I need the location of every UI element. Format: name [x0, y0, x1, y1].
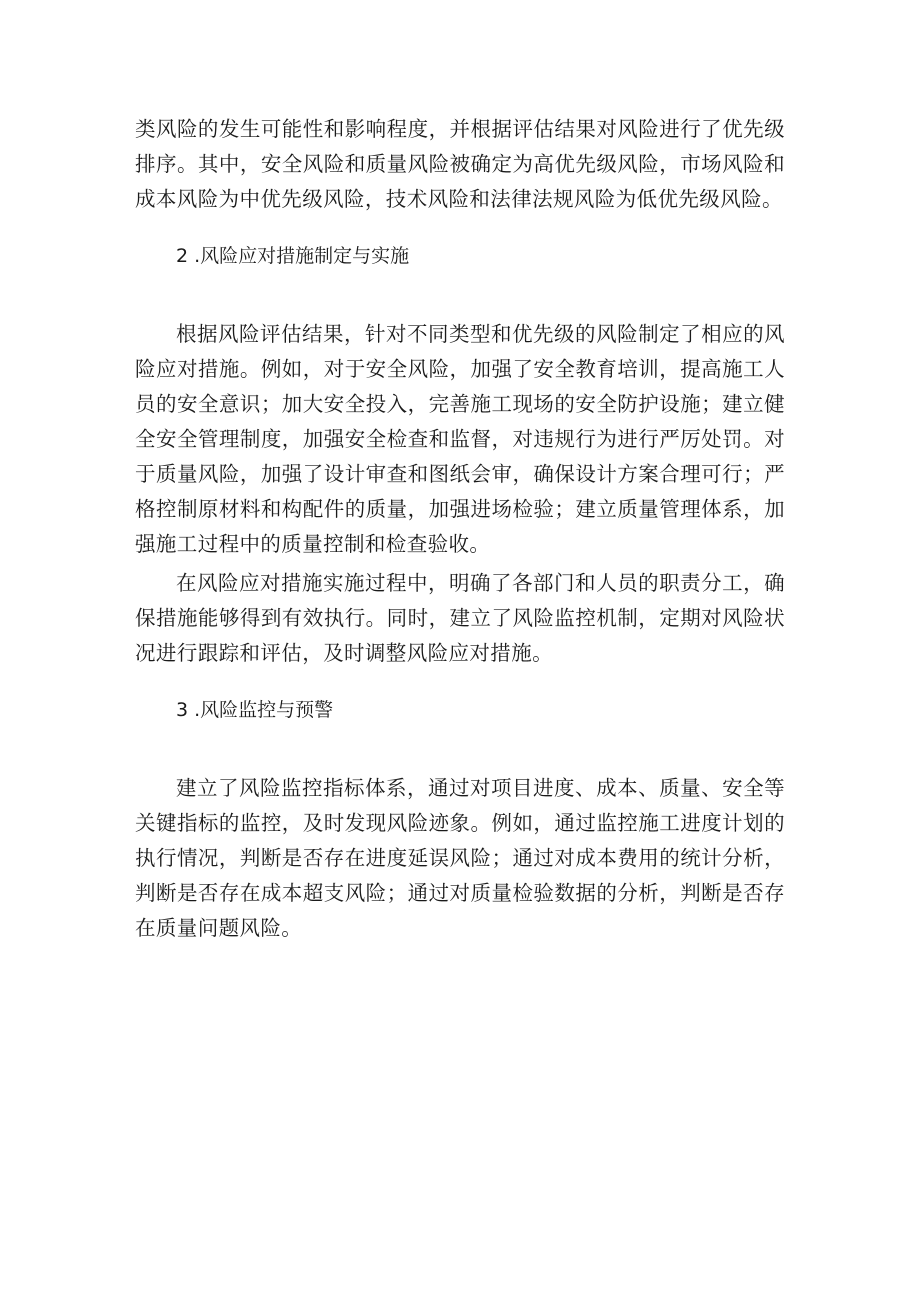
body-paragraph-risk-response: 根据风险评估结果，针对不同类型和优先级的风险制定了相应的风险应对措施。例如，对于安全风险，加强了安全教育培训，提高施工人员的安全意识；加大安全投入，完善施工现场的安全防护设施；建立健全安全管理制度，加强安全检查和监督，对违规行为进行严厉处罚。对于质量风险，加强了设计审查和图纸会审，确保设计方案合理可行；严格控制原材料和构配件的质量，加强进场检验；建立质量管理体系，加强施工过程中的质量控制和检查验收。: [135, 322, 785, 556]
section-heading-2: 2 .风险应对措施制定与实施: [176, 245, 410, 267]
section-heading-3: 3 .风险监控与预警: [176, 699, 334, 721]
body-paragraph-implementation: 在风险应对措施实施过程中，明确了各部门和人员的职责分工，确保措施能够得到有效执行。同时，建立了风险监控机制，定期对风险状况进行跟踪和评估，及时调整风险应对措施。: [135, 571, 785, 665]
body-paragraph-monitoring: 建立了风险监控指标体系，通过对项目进度、成本、质量、安全等关键指标的监控，及时发现风险迹象。例如，通过监控施工进度计划的执行情况，判断是否存在进度延误风险；通过对成本费用的统计分析，判断是否存在成本超支风险；通过对质量检验数据的分析，判断是否存在质量问题风险。: [135, 776, 785, 940]
document-page: [135, 112, 785, 946]
body-paragraph-continuation: 类风险的发生可能性和影响程度，并根据评估结果对风险进行了优先级排序。其中，安全风险和质量风险被确定为高优先级风险，市场风险和成本风险为中优先级风险，技术风险和法律法规风险为低优先级风险。: [135, 117, 785, 211]
